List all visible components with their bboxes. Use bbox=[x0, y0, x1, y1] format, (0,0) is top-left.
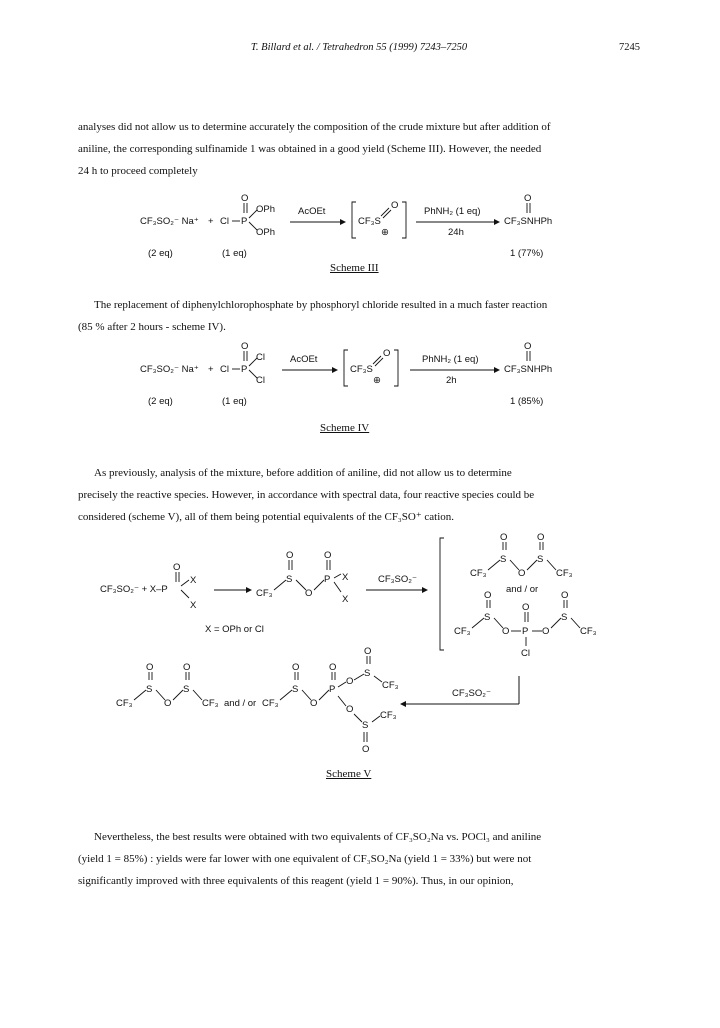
arrow-reagent: AcOEt bbox=[290, 354, 318, 365]
arrow-head bbox=[340, 219, 346, 225]
positive-charge: ⊕ bbox=[373, 375, 381, 386]
phosphorus-atom: P bbox=[241, 364, 248, 375]
text-line: (85 % after 2 hours - scheme IV). bbox=[78, 321, 226, 333]
text-line: 24 h to proceed completely bbox=[78, 165, 198, 177]
chlorine-atom: Cl bbox=[521, 648, 530, 659]
bond bbox=[354, 674, 364, 680]
oxygen-atom: O bbox=[518, 568, 526, 579]
oxygen-atom: O bbox=[173, 562, 181, 573]
chlorine-atom: Cl bbox=[220, 364, 229, 375]
bond bbox=[338, 682, 346, 687]
oxygen-atom: O bbox=[183, 662, 191, 673]
paragraph-1 bbox=[78, 116, 640, 182]
oxygen-atom: O bbox=[500, 532, 508, 543]
bond bbox=[381, 208, 389, 216]
bond bbox=[181, 580, 189, 586]
text-line: aniline, the corresponding sulfinamide 1 was obtained in a good yield (Scheme III). However, the needed bbox=[78, 143, 542, 155]
sulfur-atom: S bbox=[484, 612, 491, 623]
x-substituent: X bbox=[342, 572, 349, 583]
reagent-triflinate: CF₃SO₂⁻ Na⁺ bbox=[140, 216, 199, 227]
product-yield: 1 (85%) bbox=[510, 396, 544, 407]
cf3-group: CF₃ bbox=[256, 588, 273, 599]
bond bbox=[472, 618, 484, 628]
sulfur-atom: S bbox=[146, 684, 153, 695]
arrow-reagent: CF₃SO₂⁻ bbox=[378, 574, 417, 585]
text-line: considered (scheme V), all of them being potential equivalents of the CF₃SO⁺ cation. bbox=[78, 511, 455, 523]
cf3-group: CF₃ bbox=[262, 698, 279, 709]
phenoxy-group: OPh bbox=[256, 204, 276, 215]
x-substituent: X bbox=[190, 575, 197, 586]
cf3-group: CF₃ bbox=[382, 680, 399, 691]
oxygen-atom: O bbox=[362, 744, 370, 755]
reagent-triflinate: CF₃SO₂⁻ Na⁺ bbox=[140, 364, 199, 375]
sulfur-atom: S bbox=[364, 668, 371, 679]
equivalents-label: (2 eq) bbox=[148, 396, 173, 407]
text-line: The replacement of diphenylchlorophosphate by phosphoryl chloride resulted in a much faster reaction bbox=[94, 299, 548, 311]
sulfur-atom: S bbox=[286, 574, 293, 585]
product-sulfinamide: CF₃SNHPh bbox=[504, 216, 553, 227]
text-line: As previously, analysis of the mixture, before addition of aniline, did not allow us to determine bbox=[94, 467, 512, 479]
product-sulfinamide: CF₃SNHPh bbox=[504, 364, 553, 375]
bond bbox=[280, 690, 292, 700]
page-number: 7245 bbox=[619, 42, 640, 53]
bracket-left bbox=[352, 202, 356, 238]
arrow-head bbox=[400, 701, 406, 707]
arrow-reagent: AcOEt bbox=[298, 206, 326, 217]
bond bbox=[375, 358, 383, 366]
arrow-head bbox=[246, 587, 252, 593]
bond bbox=[181, 590, 189, 598]
oxygen-atom: O bbox=[346, 704, 354, 715]
cf3-group: CF₃ bbox=[580, 626, 597, 637]
cf3-group: CF₃ bbox=[116, 698, 133, 709]
arrow-reagent: PhNH₂ (1 eq) bbox=[424, 206, 481, 217]
text-line: precisely the reactive species. However, in accordance with spectral data, four reactive species could be bbox=[78, 489, 535, 501]
cf3-group: CF₃ bbox=[202, 698, 219, 709]
paragraph-4 bbox=[78, 826, 640, 892]
bond bbox=[334, 574, 341, 578]
oxygen-atom: O bbox=[561, 590, 569, 601]
bond bbox=[547, 560, 556, 570]
phosphorus-atom: P bbox=[324, 574, 331, 585]
intermediate-cation: CF₃S bbox=[358, 216, 381, 227]
cf3-group: CF₃ bbox=[470, 568, 487, 579]
sulfur-atom: S bbox=[183, 684, 190, 695]
x-substituent: X bbox=[190, 600, 197, 611]
bond bbox=[134, 690, 146, 700]
oxygen-atom: O bbox=[346, 676, 354, 687]
oxygen-atom: O bbox=[164, 698, 172, 709]
bond bbox=[373, 356, 381, 364]
x-substituent: X bbox=[342, 594, 349, 605]
oxygen-atom: O bbox=[292, 662, 300, 673]
oxygen-atom: O bbox=[329, 662, 337, 673]
oxygen-atom: O bbox=[146, 662, 154, 673]
arrow-head bbox=[494, 367, 500, 373]
arrow-reagent: CF₃SO₂⁻ bbox=[452, 688, 491, 699]
intermediate-cation: CF₃S bbox=[350, 364, 373, 375]
bond bbox=[334, 582, 341, 592]
x-definition: X = OPh or Cl bbox=[205, 624, 264, 635]
scheme-4-diagram bbox=[0, 338, 720, 418]
oxygen-atom: O bbox=[241, 193, 249, 204]
scheme-5-diagram bbox=[0, 530, 720, 760]
cf3-group: CF₃ bbox=[380, 710, 397, 721]
running-title: T. Billard et al. / Tetrahedron 55 (1999) 7243–7250 bbox=[250, 42, 468, 53]
sulfur-atom: S bbox=[561, 612, 568, 623]
plus-sign: + bbox=[208, 216, 214, 227]
oxygen-atom: O bbox=[305, 588, 313, 599]
bond bbox=[383, 210, 391, 218]
oxygen-atom: O bbox=[310, 698, 318, 709]
oxygen-atom: O bbox=[522, 602, 530, 613]
bracket-left bbox=[344, 350, 348, 386]
arrow-head bbox=[494, 219, 500, 225]
bond bbox=[319, 690, 329, 700]
bond bbox=[571, 618, 580, 628]
oxygen-atom: O bbox=[391, 200, 399, 211]
equivalents-label: (2 eq) bbox=[148, 248, 173, 259]
bracket-right bbox=[402, 202, 406, 238]
sulfur-atom: S bbox=[537, 554, 544, 565]
bond bbox=[551, 618, 561, 628]
oxygen-atom: O bbox=[542, 626, 550, 637]
product-yield: 1 (77%) bbox=[510, 248, 544, 259]
bond bbox=[193, 690, 202, 700]
arrow-condition: 24h bbox=[448, 227, 464, 238]
sulfur-atom: S bbox=[362, 720, 369, 731]
oxygen-atom: O bbox=[484, 590, 492, 601]
oxygen-atom: O bbox=[502, 626, 510, 637]
oxygen-atom: O bbox=[324, 550, 332, 561]
phosphorus-atom: P bbox=[241, 216, 248, 227]
chlorine-atom: Cl bbox=[220, 216, 229, 227]
bond bbox=[488, 560, 500, 570]
bond bbox=[527, 560, 537, 570]
phosphorus-atom: P bbox=[329, 684, 336, 695]
bond bbox=[374, 676, 382, 682]
bond bbox=[173, 690, 183, 700]
chlorine-atom: Cl bbox=[256, 375, 265, 386]
phosphorus-atom: P bbox=[522, 626, 529, 637]
bond bbox=[354, 714, 362, 722]
oxygen-atom: O bbox=[524, 193, 532, 204]
text-line: (yield 1 = 85%) : yields were far lower with one equivalent of CF₃SO₂Na (yield 1 = 33%) but were not bbox=[78, 853, 532, 865]
oxygen-atom: O bbox=[364, 646, 372, 657]
bond bbox=[314, 580, 324, 590]
bond bbox=[274, 580, 286, 590]
scheme-3-diagram bbox=[0, 190, 720, 270]
text-line: analyses did not allow us to determine accurately the composition of the crude mixture but after addition of bbox=[78, 121, 551, 133]
sulfur-atom: S bbox=[500, 554, 507, 565]
and-or-label: and / or bbox=[224, 698, 257, 709]
cf3-group: CF₃ bbox=[556, 568, 573, 579]
scheme-4-label: Scheme IV bbox=[320, 422, 370, 434]
arrow-reagent: PhNH₂ (1 eq) bbox=[422, 354, 479, 365]
phenoxy-group: OPh bbox=[256, 227, 276, 238]
and-or-label: and / or bbox=[506, 584, 539, 595]
bond bbox=[338, 696, 346, 706]
paragraph-2 bbox=[78, 294, 640, 338]
oxygen-atom: O bbox=[537, 532, 545, 543]
oxygen-atom: O bbox=[524, 341, 532, 352]
cf3-group: CF₃ bbox=[454, 626, 471, 637]
oxygen-atom: O bbox=[241, 341, 249, 352]
plus-sign: + bbox=[208, 364, 214, 375]
bracket-right bbox=[394, 350, 398, 386]
oxygen-atom: O bbox=[286, 550, 294, 561]
bond bbox=[372, 716, 380, 722]
text-line: Nevertheless, the best results were obtained with two equivalents of CF₃SO₂Na vs. POCl₃ and aniline bbox=[94, 831, 542, 843]
starting-reagents: CF₃SO₂⁻ + X–P bbox=[100, 584, 168, 595]
oxygen-atom: O bbox=[383, 348, 391, 359]
text-line: significantly improved with three equivalents of this reagent (yield 1 = 90%). Thus, in our opinion, bbox=[78, 875, 514, 887]
arrow-head bbox=[422, 587, 428, 593]
chlorine-atom: Cl bbox=[256, 352, 265, 363]
running-header bbox=[78, 42, 640, 58]
scheme-3-label: Scheme III bbox=[330, 262, 379, 274]
scheme-5-label: Scheme V bbox=[326, 768, 372, 780]
arrow-head bbox=[332, 367, 338, 373]
sulfur-atom: S bbox=[292, 684, 299, 695]
brace bbox=[440, 538, 444, 650]
positive-charge: ⊕ bbox=[381, 227, 389, 238]
paragraph-3 bbox=[78, 462, 640, 528]
equivalents-label: (1 eq) bbox=[222, 248, 247, 259]
equivalents-label: (1 eq) bbox=[222, 396, 247, 407]
arrow-condition: 2h bbox=[446, 375, 457, 386]
